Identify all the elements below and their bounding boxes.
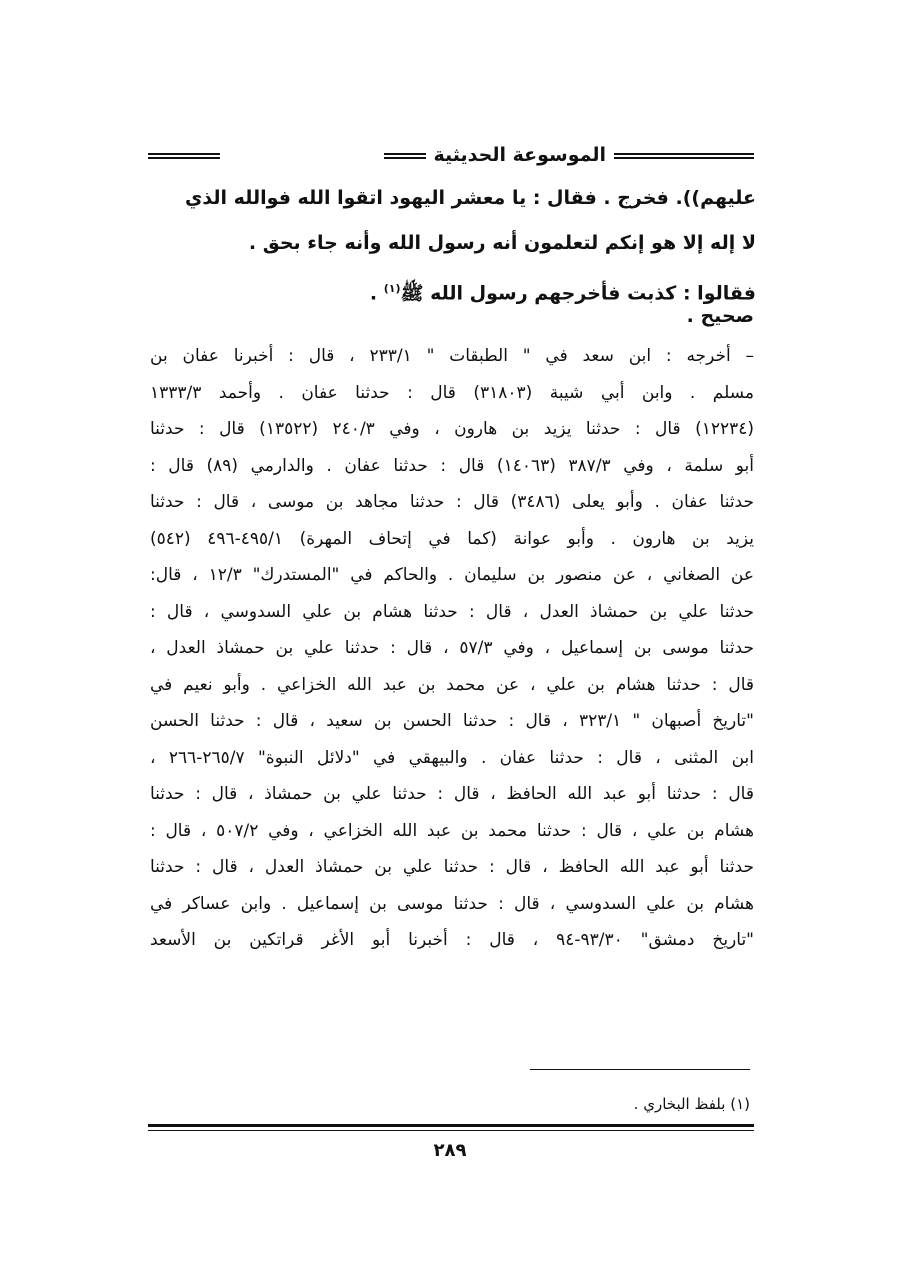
takhrij-line-5: حدثنا عفان . وأبو يعلى (٣٤٨٦) قال : حدثنا مجاهد بن موسى ، قال : حدثنا (150, 492, 754, 512)
hadith-line-2: لا إله إلا هو إنكم لتعلمون أنه رسول الله وأنه جاء بحق . (248, 232, 756, 254)
page-header (148, 140, 754, 170)
bottom-rule (148, 1124, 754, 1131)
takhrij-line-8: حدثنا علي بن حمشاذ العدل ، قال : حدثنا هشام بن علي السدوسي ، قال : (150, 601, 754, 622)
footnote-marker: (١) (383, 282, 401, 295)
takhrij-line-14: هشام بن علي ، قال : حدثنا محمد بن عبد الله الخزاعي ، وفي ٥٠٧/٢ ، قال : (150, 820, 755, 841)
takhrij-line-7: عن الصغاني ، عن منصور بن سليمان . والحاكم في "المستدرك" ١٢/٣ ، قال: (150, 565, 755, 585)
hadith-line-1: عليهم)). فخرج . فقال : يا معشر اليهود اتقوا الله فوالله الذي (185, 187, 756, 209)
takhrij-line-6: يزيد بن هارون . وأبو عوانة (كما في إتحاف المهرة) ٤٩٥/١-٤٩٦ (٥٤٢) (150, 528, 754, 549)
takhrij-line-1: – أخرجه : ابن سعد في " الطبقات " ٢٣٣/١ ، قال : أخبرنا عفان بن (150, 346, 754, 366)
hadith-line-3 (150, 266, 756, 311)
takhrij-line-4: أبو سلمة ، وفي ٣٨٧/٣ (١٤٠٦٣) قال : حدثنا عفان . والدارمي (٨٩) قال : (150, 455, 754, 476)
takhrij-line-13: قال : حدثنا أبو عبد الله الحافظ ، قال : حدثنا علي بن حمشاذ ، قال : حدثنا (150, 784, 754, 804)
takhrij-line-12: ابن المثنى ، قال : حدثنا عفان . والبيهقي في "دلائل النبوة" ٢٦٥/٧-٢٦٦ ، (150, 747, 754, 768)
takhrij-line-16: هشام بن علي السدوسي ، قال : حدثنا موسى بن إسماعيل . وابن عساكر في (150, 893, 754, 914)
header-rule-left (148, 153, 220, 159)
header-title: الموسوعة الحديثية (426, 140, 615, 170)
page-number: ٢٨٩ (433, 1140, 467, 1161)
takhrij-section (150, 338, 754, 959)
hadith-text (150, 176, 756, 311)
takhrij-line-15: حدثنا أبو عبد الله الحافظ ، قال : حدثنا علي بن حمشاذ العدل ، قال : حدثنا (150, 857, 754, 877)
hadith-line-3-end: . (369, 282, 384, 305)
takhrij-line-10: قال : حدثنا هشام بن علي ، عن محمد بن عبد الله الخزاعي . وأبو نعيم في (150, 674, 754, 695)
footnote-separator (530, 1069, 750, 1070)
takhrij-line-3: (١٢٢٣٤) قال : حدثنا يزيد بن هارون ، وفي ٢٤٠/٣ (١٣٥٢٢) قال : حدثنا (150, 419, 755, 439)
takhrij-line-2: مسلم . وابن أبي شيبة (٣١٨٠٣) قال : حدثنا عفان . وأحمد ١٣٣٣/٣ (150, 382, 754, 403)
hadith-line-3-text: فقالوا : كذبت فأخرجهم رسول الله ﷺ (400, 282, 756, 305)
takhrij-line-11: "تاريخ أصبهان " ٣٢٣/١ ، قال : حدثنا الحسن بن سعيد ، قال : حدثنا الحسن (150, 711, 754, 731)
hadith-grade: صحيح . (686, 305, 754, 327)
footnote: (١) بلفظ البخاري . (633, 1095, 750, 1113)
takhrij-line-17: "تاريخ دمشق" ٩٣/٣٠-٩٤ ، قال : أخبرنا أبو الأغر قراتكين بن الأسعد (150, 930, 754, 950)
takhrij-line-9: حدثنا موسى بن إسماعيل ، وفي ٥٧/٣ ، قال : حدثنا علي بن حمشاذ العدل ، (150, 638, 754, 658)
